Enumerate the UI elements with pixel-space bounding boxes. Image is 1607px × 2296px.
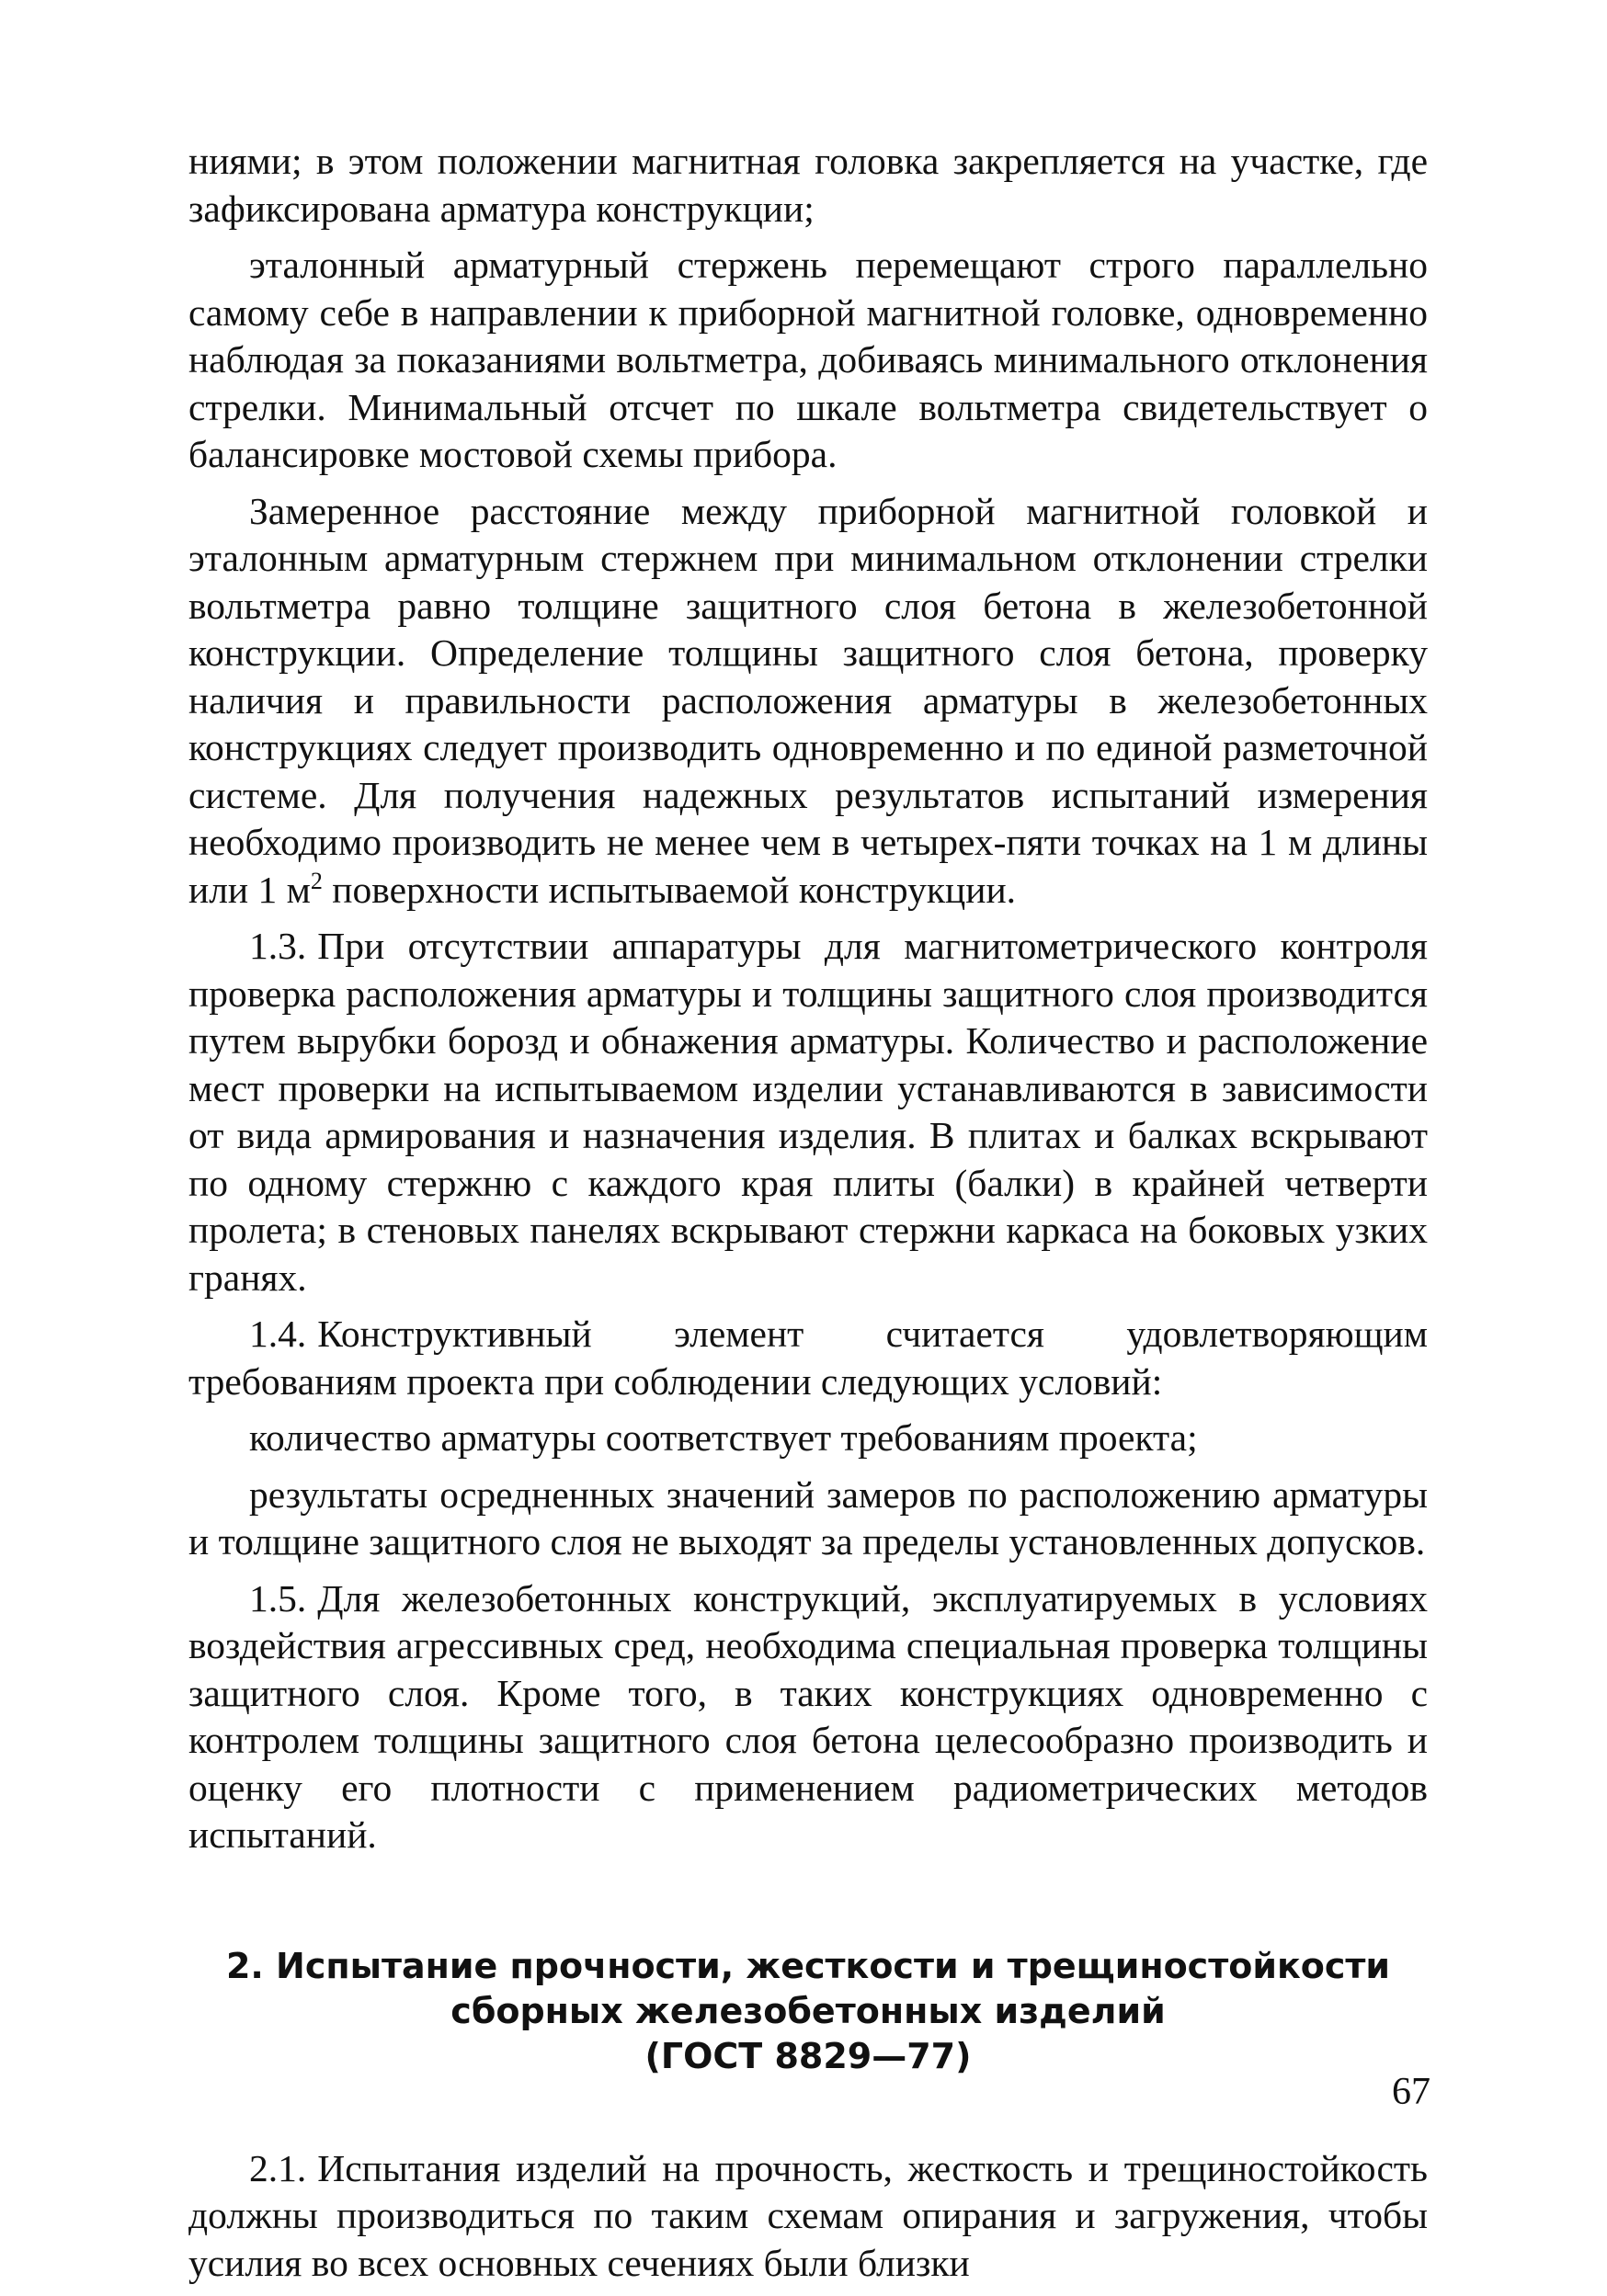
paragraph-number: 1.5. bbox=[249, 1576, 307, 1620]
paragraph: количество арматуры соответствует требованиям проекта; bbox=[249, 1416, 1198, 1459]
section-heading-line: 2. Испытание прочности, жесткости и трещиностойкости bbox=[225, 1945, 1391, 1986]
paragraph-text: Замеренное расстояние между приборной магнитной головкой и эталонным арматурным стержнем при минимальном отклонении стрелки вольтметра равно толщине защитного слоя бетона в железобетонной конструкции. Определение толщины защитного слоя бетона, проверку наличия и правильности расположения арматуры в железобетонных конструкциях следует производить одновременно и по единой разметочной системе. Для получения надежных результатов испытаний измерения необходимо производить не менее чем в четырех-пяти точках на 1 м длины или 1 м bbox=[188, 489, 1428, 911]
superscript: 2 bbox=[310, 867, 323, 894]
paragraph-text: Конструктивный элемент считается удовлетворяющим требованиям проекта при соблюдении следующих условий: bbox=[188, 1313, 1428, 1403]
section-heading-line: сборных железобетонных изделий bbox=[450, 1990, 1166, 2031]
section-heading-standard: (ГОСТ 8829—77) bbox=[644, 2035, 972, 2076]
paragraph-number: 1.3. bbox=[249, 925, 307, 967]
paragraph-text: При отсутствии аппаратуры для магнитометрического контроля проверка расположения арматуры и толщины защитного слоя производится путем вырубки борозд и обнажения арматуры. Количество и расположение мест проверки на испытываемом изделии устанавливаются в зависимости от вида армирования и назначения изделия. В плитах и балках вскрывают по одному стержню с каждого края плиты (балки) в крайней четверти пролета; в стеновых панелях вскрывают стержни каркаса на боковых узких гранях. bbox=[188, 925, 1428, 1299]
paragraph: результаты осредненных значений замеров по расположению арматуры и толщине защитного слоя не выходят за пределы установленных допусков. bbox=[188, 1472, 1428, 1563]
numbered-paragraph bbox=[188, 1575, 1428, 1859]
paragraph bbox=[188, 488, 1428, 915]
paragraph: эталонный арматурный стержень перемещают строго параллельно самому себе в направлении к приборной магнитной головке, одновременно наблюдая за показаниями вольтметра, добиваясь минимального отклонения стрелки. Минимальный отсчет по шкале вольтметра свидетельствует о балансировке мостовой схемы прибора. bbox=[188, 244, 1428, 475]
paragraph-number: 1.4. bbox=[249, 1313, 307, 1355]
numbered-paragraph bbox=[188, 923, 1428, 1301]
numbered-paragraph bbox=[188, 1311, 1428, 1405]
section-heading bbox=[188, 1944, 1428, 2079]
numbered-paragraph bbox=[188, 2145, 1428, 2288]
page-number: 67 bbox=[1392, 2071, 1430, 2113]
paragraph-text: поверхности испытываемой конструкции. bbox=[322, 868, 1017, 911]
paragraph-text: Для железобетонных конструкций, эксплуатируемых в условиях воздействия агрессивных сред, необходима специальная проверка толщины защитного слоя. Кроме того, в таких конструкциях одновременно с контролем толщины защитного слоя бетона целесообразно производить и оценку его плотности с применением радиометрических методов испытаний. bbox=[188, 1576, 1428, 1856]
paragraph-text: Испытания изделий на прочность, жесткость и трещиностойкость должны производиться по таким схемам опирания и загружения, чтобы усилия во всех основных сечениях были близки bbox=[188, 2146, 1428, 2284]
document-page bbox=[188, 138, 1428, 2296]
paragraph-number: 2.1. bbox=[249, 2146, 307, 2189]
paragraph-continued: ниями; в этом положении магнитная головка закрепляется на участке, где зафиксирована арматура конструкции; bbox=[188, 140, 1428, 230]
